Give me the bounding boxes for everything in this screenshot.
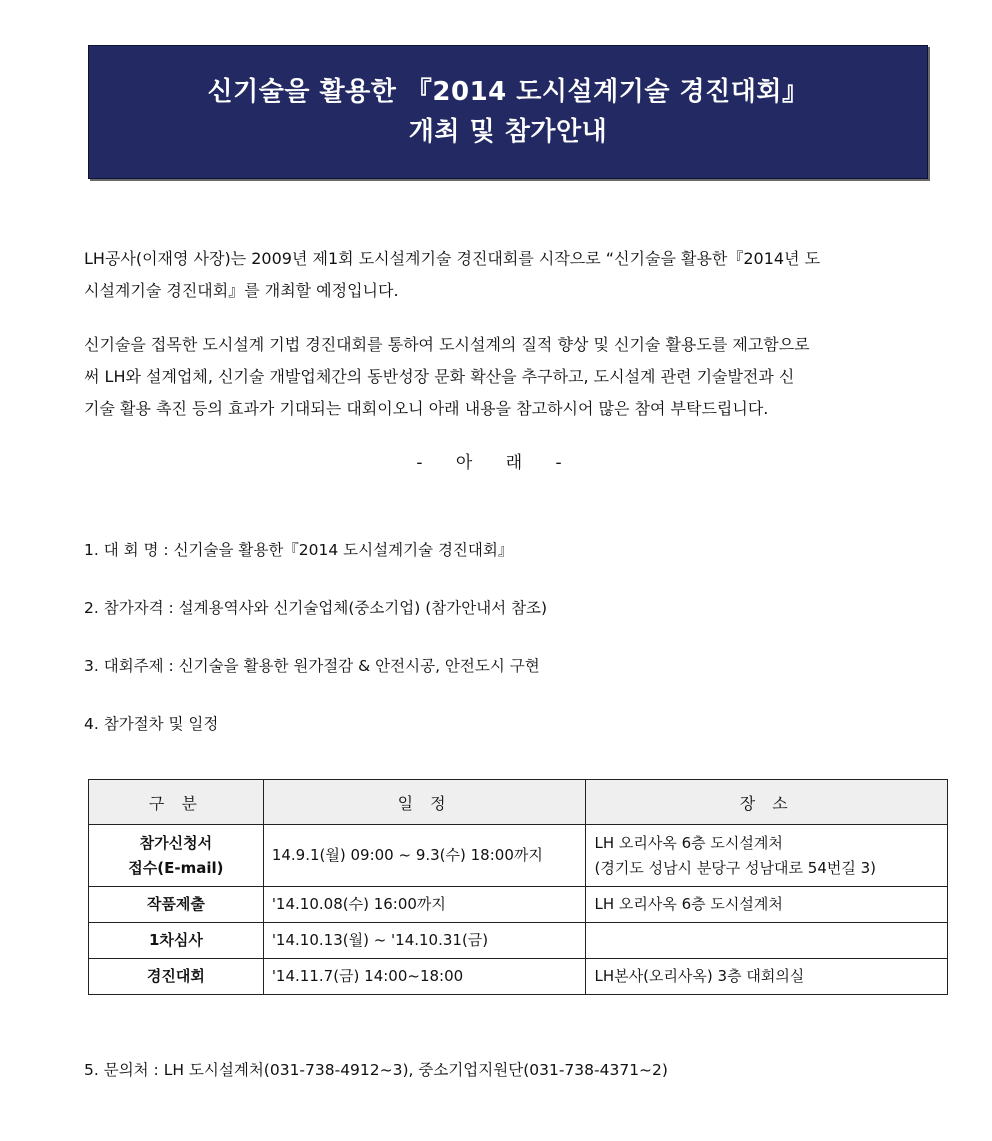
notice-heading: - 아 래 - — [416, 453, 576, 473]
cell-line: (경기도 성남시 분당구 성남대로 54번길 3) — [594, 858, 877, 877]
header-category: 구 분 — [89, 780, 264, 825]
cell-location — [586, 825, 948, 887]
table-row — [89, 825, 948, 887]
cell-category — [89, 825, 264, 887]
header-schedule: 일 정 — [263, 780, 586, 825]
cell-location — [586, 923, 948, 959]
cell-location: LH본사(오리사옥) 3층 대회의실 — [586, 959, 948, 995]
cell-schedule: 14.9.1(월) 09:00 ~ 9.3(수) 18:00까지 — [263, 825, 586, 887]
item-contact: 5. 문의처 : LH 도시설계처(031-738-4912~3), 중소기업지원단(031-738-4371~2) — [84, 1061, 668, 1079]
cell-schedule: '14.10.08(수) 16:00까지 — [263, 887, 586, 923]
cell-schedule: '14.10.13(월) ~ '14.10.31(금) — [263, 923, 586, 959]
intro-paragraph-1 — [84, 243, 916, 307]
title-line-1: 신기술을 활용한 『2014 도시설계기술 경진대회』 — [207, 77, 809, 107]
cell-line: 참가신청서 — [139, 833, 213, 852]
item-theme: 3. 대회주제 : 신기술을 활용한 원가절감 & 안전시공, 안전도시 구현 — [84, 657, 540, 675]
cell-category: 1차심사 — [89, 923, 264, 959]
text-line: 신기술을 접목한 도시설계 기법 경진대회를 통하여 도시설계의 질적 향상 및 신기술 활용도를 제고함으로 — [84, 335, 810, 354]
text-line: 기술 활용 촉진 등의 효과가 기대되는 대회이오니 아래 내용을 참고하시어 많은 참여 부탁드립니다. — [84, 399, 769, 418]
title-banner — [88, 45, 928, 179]
cell-location: LH 오리사옥 6층 도시설계처 — [586, 887, 948, 923]
header-location: 장 소 — [586, 780, 948, 825]
schedule-table — [88, 779, 948, 995]
cell-schedule: '14.11.7(금) 14:00~18:00 — [263, 959, 586, 995]
title-line-2: 개최 및 참가안내 — [408, 117, 608, 147]
table-row — [89, 923, 948, 959]
cell-category: 작품제출 — [89, 887, 264, 923]
item-procedure: 4. 참가절차 및 일정 — [84, 715, 219, 733]
table-row — [89, 887, 948, 923]
intro-paragraph-2 — [84, 329, 916, 425]
text-line: LH공사(이재영 사장)는 2009년 제1회 도시설계기술 경진대회를 시작으로 “신기술을 활용한『2014년 도 — [84, 249, 821, 268]
text-line: 시설계기술 경진대회』를 개최할 예정입니다. — [84, 281, 399, 300]
cell-line: LH 오리사옥 6층 도시설계처 — [594, 833, 783, 852]
text-line: 써 LH와 설계업체, 신기술 개발업체간의 동반성장 문화 확산을 추구하고, 도시설계 관련 기술발전과 신 — [84, 367, 795, 386]
item-eligibility: 2. 참가자격 : 설계용역사와 신기술업체(중소기업) (참가안내서 참조) — [84, 599, 548, 617]
cell-line: 접수(E-mail) — [128, 858, 224, 877]
cell-category: 경진대회 — [89, 959, 264, 995]
table-row — [89, 959, 948, 995]
table-header-row — [89, 780, 948, 825]
item-contest-name: 1. 대 회 명 : 신기술을 활용한『2014 도시설계기술 경진대회』 — [84, 541, 514, 559]
